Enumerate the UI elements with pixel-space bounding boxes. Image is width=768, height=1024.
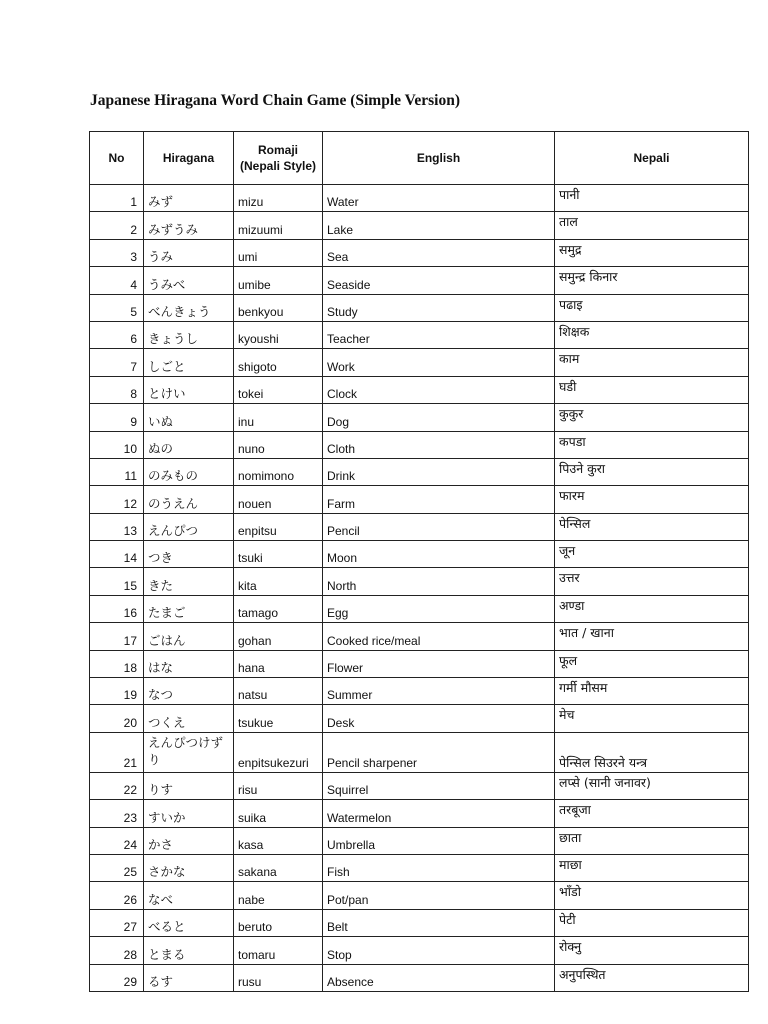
cell-english: Desk <box>323 705 555 732</box>
cell-romaji: mizu <box>234 185 323 212</box>
cell-no: 14 <box>90 541 144 568</box>
header-nepali: Nepali <box>555 132 749 185</box>
cell-no: 26 <box>90 882 144 909</box>
cell-english: Cooked rice/meal <box>323 623 555 650</box>
header-romaji: Romaji (Nepali Style) <box>234 132 323 185</box>
cell-english: Fish <box>323 854 555 881</box>
cell-hiragana: うみ <box>144 239 234 266</box>
table-row <box>90 854 749 881</box>
cell-nepali: पढाइ <box>555 294 749 321</box>
cell-nepali: रोक्नु <box>555 937 749 964</box>
table-row <box>90 321 749 348</box>
cell-english: Belt <box>323 909 555 936</box>
header-english: English <box>323 132 555 185</box>
cell-romaji: beruto <box>234 909 323 936</box>
cell-no: 9 <box>90 404 144 431</box>
cell-romaji: umi <box>234 239 323 266</box>
table-row <box>90 964 749 991</box>
cell-hiragana: るす <box>144 964 234 991</box>
cell-no: 24 <box>90 827 144 854</box>
cell-hiragana: べると <box>144 909 234 936</box>
table-row <box>90 568 749 595</box>
cell-romaji: tsuki <box>234 541 323 568</box>
cell-no: 23 <box>90 800 144 827</box>
table-row <box>90 909 749 936</box>
cell-romaji: tokei <box>234 376 323 403</box>
header-no: No <box>90 132 144 185</box>
cell-romaji: shigoto <box>234 349 323 376</box>
cell-no: 6 <box>90 321 144 348</box>
cell-romaji: enpitsu <box>234 513 323 540</box>
table-body <box>90 185 749 992</box>
cell-nepali: लप्से (सानी जनावर) <box>555 772 749 799</box>
table-row <box>90 349 749 376</box>
cell-nepali: अनुपस्थित <box>555 964 749 991</box>
cell-romaji: inu <box>234 404 323 431</box>
cell-nepali: घडी <box>555 376 749 403</box>
cell-no: 17 <box>90 623 144 650</box>
cell-english: Squirrel <box>323 772 555 799</box>
cell-romaji: sakana <box>234 854 323 881</box>
cell-no: 22 <box>90 772 144 799</box>
cell-romaji: enpitsukezuri <box>234 732 323 772</box>
cell-romaji: suika <box>234 800 323 827</box>
cell-english: North <box>323 568 555 595</box>
cell-no: 4 <box>90 267 144 294</box>
cell-no: 19 <box>90 678 144 705</box>
cell-english: Seaside <box>323 267 555 294</box>
cell-hiragana: のうえん <box>144 486 234 513</box>
table-row <box>90 458 749 485</box>
table-row <box>90 678 749 705</box>
document-title: Japanese Hiragana Word Chain Game (Simple Version) <box>90 92 461 109</box>
cell-no: 21 <box>90 732 144 772</box>
cell-english: Dog <box>323 404 555 431</box>
table-row <box>90 705 749 732</box>
cell-nepali: फारम <box>555 486 749 513</box>
cell-nepali: तरबूजा <box>555 800 749 827</box>
table-row <box>90 882 749 909</box>
cell-romaji: gohan <box>234 623 323 650</box>
cell-romaji: nomimono <box>234 458 323 485</box>
cell-romaji: rusu <box>234 964 323 991</box>
cell-english: Teacher <box>323 321 555 348</box>
cell-hiragana: とけい <box>144 376 234 403</box>
table-row <box>90 772 749 799</box>
cell-romaji: nuno <box>234 431 323 458</box>
cell-nepali: अण्डा <box>555 595 749 622</box>
cell-english: Moon <box>323 541 555 568</box>
table-row <box>90 937 749 964</box>
cell-no: 10 <box>90 431 144 458</box>
table-row <box>90 623 749 650</box>
table-row <box>90 376 749 403</box>
cell-no: 20 <box>90 705 144 732</box>
cell-english: Pencil sharpener <box>323 732 555 772</box>
cell-no: 16 <box>90 595 144 622</box>
cell-hiragana: えんぴつけずり <box>144 732 234 772</box>
cell-romaji: nabe <box>234 882 323 909</box>
cell-romaji: kyoushi <box>234 321 323 348</box>
cell-nepali: पिउने कुरा <box>555 458 749 485</box>
cell-nepali: पेटी <box>555 909 749 936</box>
cell-nepali: कपडा <box>555 431 749 458</box>
cell-hiragana: きた <box>144 568 234 595</box>
table-row <box>90 513 749 540</box>
cell-nepali: समुद्र <box>555 239 749 266</box>
cell-nepali: शिक्षक <box>555 321 749 348</box>
cell-romaji: nouen <box>234 486 323 513</box>
table-row <box>90 486 749 513</box>
cell-english: Pot/pan <box>323 882 555 909</box>
cell-hiragana: しごと <box>144 349 234 376</box>
cell-romaji: umibe <box>234 267 323 294</box>
cell-no: 27 <box>90 909 144 936</box>
cell-nepali: फूल <box>555 650 749 677</box>
cell-no: 12 <box>90 486 144 513</box>
cell-hiragana: ぬの <box>144 431 234 458</box>
cell-english: Umbrella <box>323 827 555 854</box>
cell-hiragana: べんきょう <box>144 294 234 321</box>
cell-hiragana: きょうし <box>144 321 234 348</box>
cell-english: Pencil <box>323 513 555 540</box>
cell-hiragana: とまる <box>144 937 234 964</box>
cell-no: 2 <box>90 212 144 239</box>
cell-hiragana: かさ <box>144 827 234 854</box>
cell-no: 28 <box>90 937 144 964</box>
table-row <box>90 404 749 431</box>
cell-english: Clock <box>323 376 555 403</box>
cell-nepali: जून <box>555 541 749 568</box>
table-row <box>90 800 749 827</box>
cell-romaji: natsu <box>234 678 323 705</box>
cell-english: Stop <box>323 937 555 964</box>
cell-hiragana: うみべ <box>144 267 234 294</box>
cell-english: Absence <box>323 964 555 991</box>
cell-hiragana: のみもの <box>144 458 234 485</box>
cell-romaji: tomaru <box>234 937 323 964</box>
cell-no: 29 <box>90 964 144 991</box>
cell-english: Work <box>323 349 555 376</box>
cell-nepali: मेच <box>555 705 749 732</box>
cell-english: Summer <box>323 678 555 705</box>
cell-hiragana: つき <box>144 541 234 568</box>
cell-hiragana: さかな <box>144 854 234 881</box>
cell-hiragana: すいか <box>144 800 234 827</box>
cell-romaji: kita <box>234 568 323 595</box>
cell-hiragana: ごはん <box>144 623 234 650</box>
table-row <box>90 185 749 212</box>
cell-nepali: माछा <box>555 854 749 881</box>
header-hiragana: Hiragana <box>144 132 234 185</box>
cell-no: 13 <box>90 513 144 540</box>
table-row <box>90 431 749 458</box>
table-header-row <box>90 132 749 185</box>
cell-english: Flower <box>323 650 555 677</box>
cell-hiragana: みずうみ <box>144 212 234 239</box>
cell-romaji: benkyou <box>234 294 323 321</box>
cell-no: 18 <box>90 650 144 677</box>
table-row <box>90 827 749 854</box>
cell-romaji: hana <box>234 650 323 677</box>
cell-romaji: tsukue <box>234 705 323 732</box>
table-row <box>90 212 749 239</box>
cell-english: Lake <box>323 212 555 239</box>
cell-nepali: पेन्सिल सिउरने यन्त्र <box>555 732 749 772</box>
cell-no: 8 <box>90 376 144 403</box>
table-row <box>90 294 749 321</box>
cell-hiragana: いぬ <box>144 404 234 431</box>
cell-hiragana: つくえ <box>144 705 234 732</box>
table-row <box>90 239 749 266</box>
table-row <box>90 267 749 294</box>
cell-nepali: पेन्सिल <box>555 513 749 540</box>
cell-no: 3 <box>90 239 144 266</box>
cell-nepali: पानी <box>555 185 749 212</box>
cell-hiragana: りす <box>144 772 234 799</box>
cell-no: 5 <box>90 294 144 321</box>
cell-hiragana: えんぴつ <box>144 513 234 540</box>
cell-nepali: कुकुर <box>555 404 749 431</box>
cell-no: 15 <box>90 568 144 595</box>
table-row <box>90 650 749 677</box>
cell-english: Study <box>323 294 555 321</box>
cell-hiragana: なべ <box>144 882 234 909</box>
cell-no: 11 <box>90 458 144 485</box>
cell-english: Sea <box>323 239 555 266</box>
cell-romaji: mizuumi <box>234 212 323 239</box>
cell-no: 1 <box>90 185 144 212</box>
cell-english: Farm <box>323 486 555 513</box>
cell-english: Watermelon <box>323 800 555 827</box>
cell-nepali: समुन्द्र किनार <box>555 267 749 294</box>
table-row <box>90 732 749 772</box>
cell-hiragana: みず <box>144 185 234 212</box>
table-row <box>90 595 749 622</box>
cell-nepali: भात / खाना <box>555 623 749 650</box>
cell-nepali: ताल <box>555 212 749 239</box>
cell-english: Water <box>323 185 555 212</box>
cell-english: Egg <box>323 595 555 622</box>
cell-nepali: गर्मी मौसम <box>555 678 749 705</box>
table-row <box>90 541 749 568</box>
cell-nepali: छाता <box>555 827 749 854</box>
cell-hiragana: はな <box>144 650 234 677</box>
cell-no: 25 <box>90 854 144 881</box>
cell-nepali: काम <box>555 349 749 376</box>
cell-no: 7 <box>90 349 144 376</box>
cell-romaji: kasa <box>234 827 323 854</box>
cell-english: Drink <box>323 458 555 485</box>
cell-romaji: tamago <box>234 595 323 622</box>
cell-english: Cloth <box>323 431 555 458</box>
cell-nepali: भाँडो <box>555 882 749 909</box>
cell-nepali: उत्तर <box>555 568 749 595</box>
cell-hiragana: なつ <box>144 678 234 705</box>
vocabulary-table <box>89 131 749 992</box>
cell-hiragana: たまご <box>144 595 234 622</box>
cell-romaji: risu <box>234 772 323 799</box>
